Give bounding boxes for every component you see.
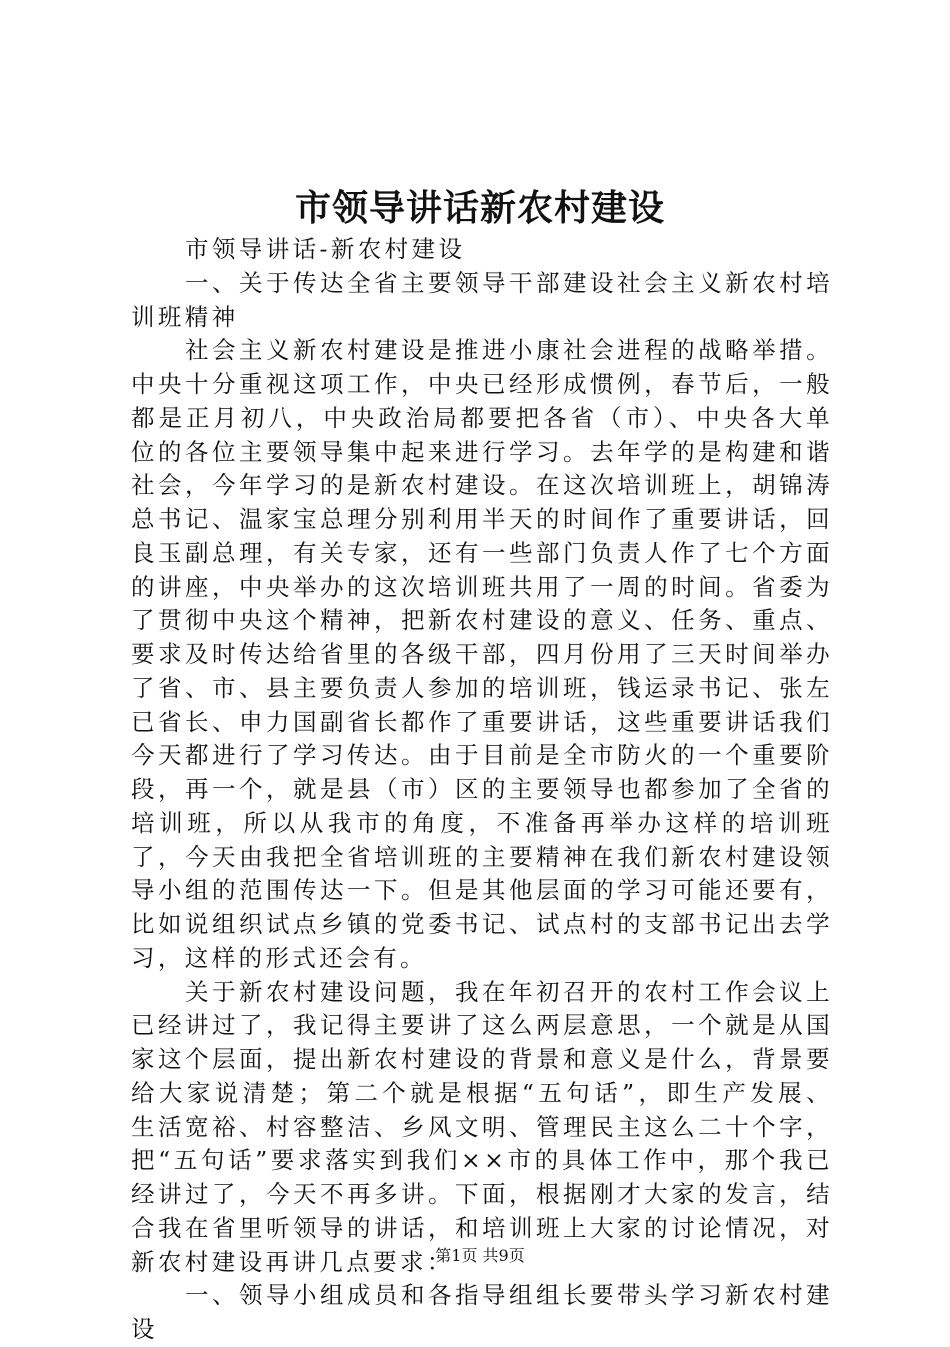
paragraph-subtitle: 市领导讲话-新农村建设: [185, 235, 466, 263]
paragraph-section-heading: 一、关于传达全省主要领导干部建设社会主义新农村培训班精神: [131, 268, 833, 331]
document-body: [131, 233, 833, 1347]
paragraph-section-heading: 一、领导小组成员和各指导组组长要带头学习新农村建设: [131, 1281, 833, 1343]
paragraph: 关于新农村建设问题，我在年初召开的农村工作会议上已经讲过了，我记得主要讲了这么两层意思，一个就是从国家这个层面，提出新农村建设的背景和意义是什么，背景要给大家说清楚；第二个就是根据“五句话”，即生产发展、生活宽裕、村容整洁、乡风文明、管理民主这么二十个字，把“五句话”要求落实到我们××市的具体工作中，那个我已经讲过了，今天不再多讲。下面，根据刚才大家的发言，结合我在省里听领导的讲话，和培训班上大家的讨论情况，对新农村建设再讲几点要求：: [131, 977, 833, 1276]
document-title: 市领导讲话新农村建设: [294, 187, 665, 229]
page-number-footer: 第1页 共9页: [435, 1246, 525, 1265]
paragraph: 社会主义新农村建设是推进小康社会进程的战略举措。中央十分重视这项工作，中央已经形成惯例，春节后，一般都是正月初八，中央政治局都要把各省（市）、中央各大单位的各位主要领导集中起来进行学习。去年学的是构建和谐社会，今年学习的是新农村建设。在这次培训班上，胡锦涛总书记、温家宝总理分别利用半天的时间作了重要讲话，回良玉副总理，有关专家，还有一些部门负责人作了七个方面的讲座，中央举办的这次培训班共用了一周的时间。省委为了贯彻中央这个精神，把新农村建设的意义、任务、重点、要求及时传达给省里的各级干部，四月份用了三天时间举办了省、市、县主要负责人参加的培训班，钱运录书记、张左已省长、申力国副省长都作了重要讲话，这些重要讲话我们今天都进行了学习传达。由于目前是全市防火的一个重要阶段，再一个，就是县（市）区的主要领导也都参加了全省的培训班，所以从我市的角度，不准备再举办这样的培训班了，今天由我把全省培训班的主要精神在我们新农村建设领导小组的范围传达一下。但是其他层面的学习可能还要有，比如说组织试点乡镇的党委书记、试点村的支部书记出去学习，这样的形式还会有。: [131, 336, 833, 972]
